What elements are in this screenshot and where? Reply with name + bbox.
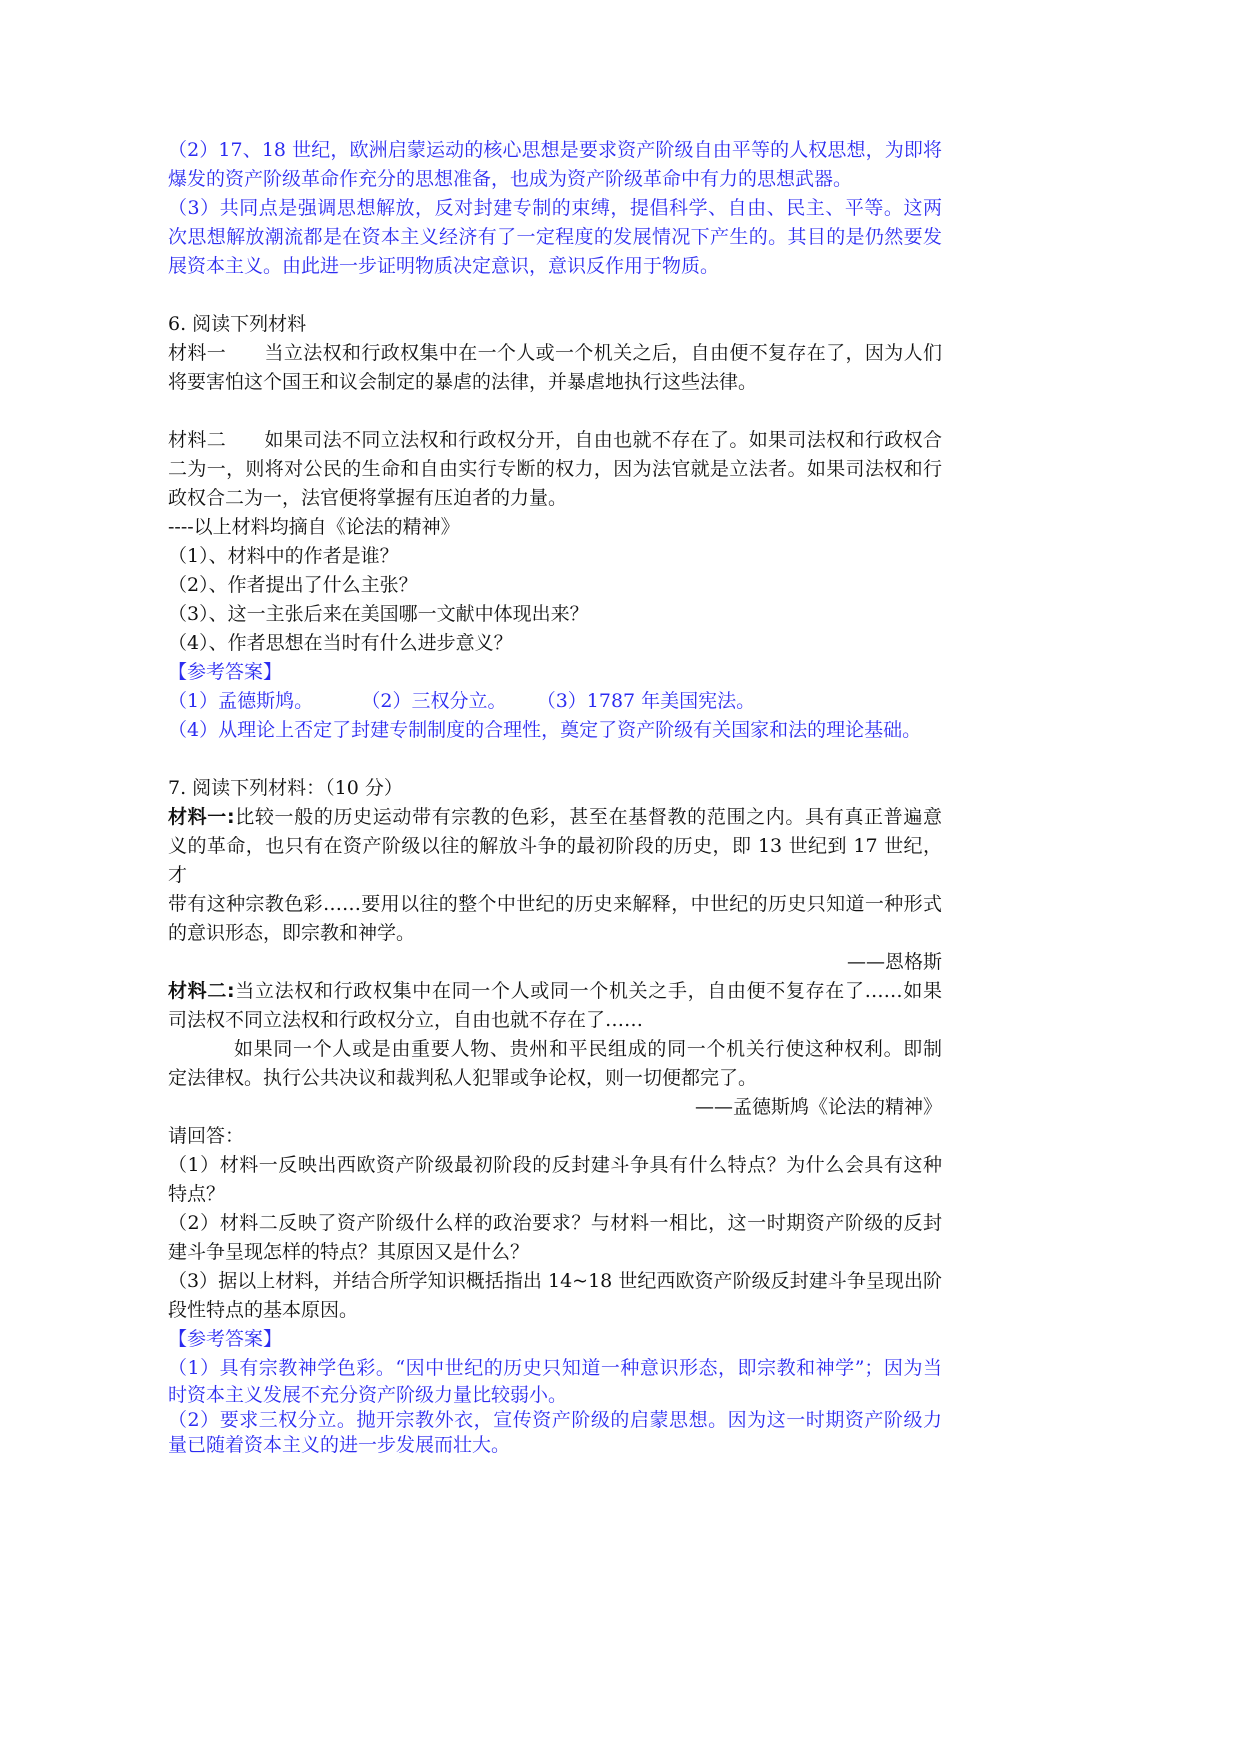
q7-question: （1）材料一反映出西欧资产阶级最初阶段的反封建斗争具有什么特点？为什么会具有这种 [168, 1154, 942, 1176]
q7-material-2: 定法律权。执行公共决议和裁判私人犯罪或争论权，则一切便都完了。 [168, 1067, 758, 1089]
q7-question: （3）据以上材料，并结合所学知识概括指出 14~18 世纪西欧资产阶级反封建斗争呈现出阶 [168, 1270, 942, 1292]
q6-material-2: 政权合二为一，法官便将掌握有压迫者的力量。 [168, 487, 568, 509]
spacer [168, 281, 942, 310]
q6-question: （1）、材料中的作者是谁？ [168, 545, 399, 567]
q7-question: 建斗争呈现怎样的特点？其原因又是什么？ [168, 1241, 530, 1263]
q7-material-1: 义的革命，也只有在资产阶级以往的解放斗争的最初阶段的历史，即 13 世纪到 17 世纪，才 [168, 835, 942, 886]
q7-answer: （2）要求三权分立。抛开宗教外衣，宣传资产阶级的启蒙思想。因为这一时期资产阶级力 [168, 1409, 942, 1431]
q7-material-2-text: 当立法权和行政权集中在同一个人或同一个机关之手，自由便不复存在了……如果 [234, 980, 942, 1002]
q7-answer: 时资本主义发展不充分资产阶级力量比较弱小。 [168, 1384, 568, 1406]
answer-2-line: 爆发的资产阶级革命作充分的思想准备，也成为资产阶级革命中有力的思想武器。 [168, 168, 853, 190]
q6-material-1: 将要害怕这个国王和议会制定的暴虐的法律，并暴虐地执行这些法律。 [168, 371, 758, 393]
spacer [168, 397, 942, 426]
q6-answer-label: 【参考答案】 [168, 661, 283, 683]
q7-material-2: 如果同一个人或是由重要人物、贵州和平民组成的同一个机关行使这种权利。即制 [234, 1038, 942, 1060]
q6-material-2: 二为一，则将对公民的生命和自由实行专断的权力，因为法官就是立法者。如果司法权和行 [168, 458, 942, 480]
q7-answer: 量已随着资本主义的进一步发展而壮大。 [168, 1434, 511, 1456]
q6-answer: （1）孟德斯鸠。 （2）三权分立。 （3）1787 年美国宪法。 [168, 690, 756, 712]
q7-material-2: 司法权不同立法权和行政权分立，自由也就不存在了…… [168, 1009, 644, 1031]
q7-material-1 [168, 803, 942, 832]
q7-answer: （1）具有宗教神学色彩。“因中世纪的历史只知道一种意识形态，即宗教和神学”；因为当 [168, 1357, 942, 1379]
q7-prompt: 请回答： [168, 1125, 245, 1147]
q6-question: （4）、作者思想在当时有什么进步意义？ [168, 632, 513, 654]
q7-material-1-label: 材料一: [168, 806, 235, 828]
answer-2-line: （2）17、18 世纪，欧洲启蒙运动的核心思想是要求资产阶级自由平等的人权思想，为即将 [168, 139, 942, 161]
q7-material-1-source: ——恩格斯 [846, 951, 942, 973]
q7-question: 段性特点的基本原因。 [168, 1299, 359, 1321]
answer-3-line: 次思想解放潮流都是在资本主义经济有了一定程度的发展情况下产生的。其目的是仍然要发 [168, 226, 942, 248]
q7-material-2-source: ——孟德斯鸠《论法的精神》 [694, 1096, 942, 1118]
q7-answer-label: 【参考答案】 [168, 1328, 283, 1350]
document-page [168, 136, 942, 1458]
q6-question: （2）、作者提出了什么主张？ [168, 574, 418, 596]
answer-3-line: 展资本主义。由此进一步证明物质决定意识，意识反作用于物质。 [168, 255, 720, 277]
q6-material-2: 材料二 如果司法不同立法权和行政权分开，自由也就不存在了。如果司法权和行政权合 [168, 429, 942, 451]
q6-title: 6. 阅读下列材料 [168, 313, 307, 335]
spacer [168, 745, 942, 774]
q6-question: （3）、这一主张后来在美国哪一文献中体现出来？ [168, 603, 589, 625]
q7-title: 7. 阅读下列材料：（10 分） [168, 777, 403, 799]
q6-source: ----以上材料均摘自《论法的精神》 [168, 516, 460, 538]
q7-material-2-label: 材料二: [168, 980, 235, 1002]
q7-material-1: 的意识形态，即宗教和神学。 [168, 922, 416, 944]
q7-question: （2）材料二反映了资产阶级什么样的政治要求？与材料一相比，这一时期资产阶级的反封 [168, 1212, 942, 1234]
q6-answer: （4）从理论上否定了封建专制制度的合理性，奠定了资产阶级有关国家和法的理论基础。 [168, 719, 922, 741]
answer-3-line: （3）共同点是强调思想解放，反对封建专制的束缚，提倡科学、自由、民主、平等。这两 [168, 197, 942, 219]
q6-material-1: 材料一 当立法权和行政权集中在一个人或一个机关之后，自由便不复存在了，因为人们 [168, 342, 942, 364]
q7-material-1: 带有这种宗教色彩……要用以往的整个中世纪的历史来解释，中世纪的历史只知道一种形式 [168, 893, 942, 915]
q7-material-2 [168, 977, 942, 1006]
q7-question: 特点？ [168, 1183, 226, 1205]
q7-material-1-text: 比较一般的历史运动带有宗教的色彩，甚至在基督教的范围之内。具有真正普遍意 [234, 806, 942, 828]
